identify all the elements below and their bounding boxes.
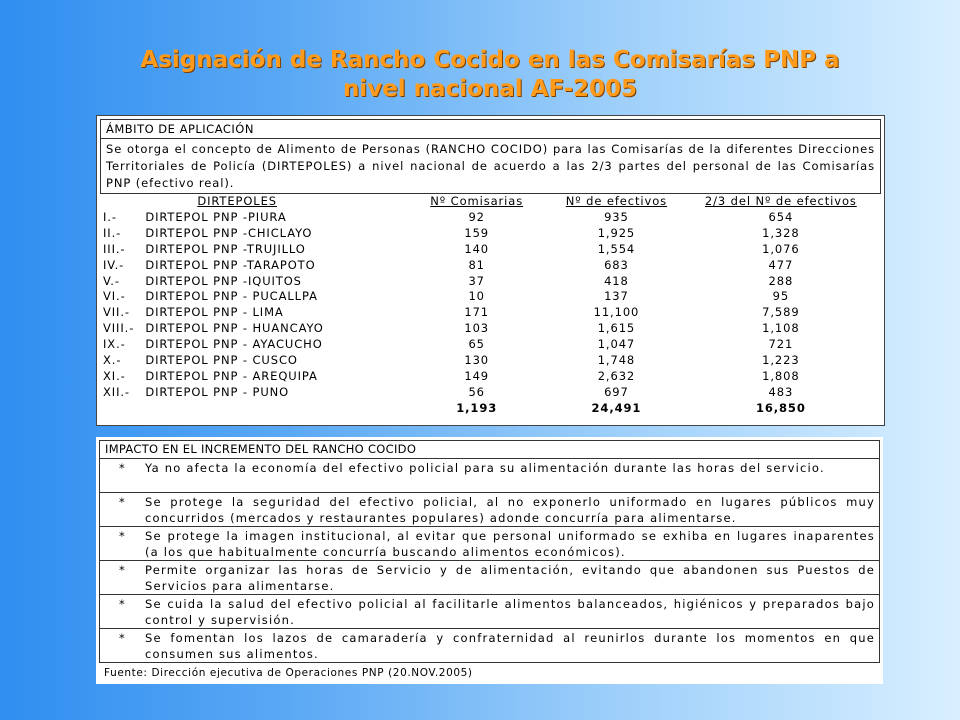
row-efectivos: 697 — [604, 384, 629, 399]
row-efectivos: 1,748 — [597, 353, 636, 368]
total-empty — [103, 401, 145, 417]
col-header-dirtepoles: DIRTEPOLES — [197, 194, 277, 208]
row-comisarias: 10 — [468, 289, 485, 304]
row-dos-tercios: 1,808 — [762, 368, 800, 383]
row-efectivos: 935 — [604, 209, 629, 224]
row-number: II.- — [103, 225, 122, 240]
row-efectivos: 137 — [604, 289, 629, 304]
bullet-asterisk: * — [119, 529, 126, 543]
impacto-item-text: Se protege la seguridad del efectivo policial, al no exponerlo uniformado en lugares públicos muy concurridos (mercados y restaurantes populares) adonde concurría para alimentarse. — [145, 495, 875, 525]
table-row — [103, 258, 875, 274]
row-dos-tercios: 1,108 — [762, 321, 800, 336]
total-empty — [145, 401, 407, 417]
impacto-item-text: Permite organizar las horas de Servicio y de alimentación, evitando que abandonen sus Puestos de Servicios para alimentarse. — [145, 563, 875, 593]
ambito-description: Se otorga el concepto de Alimento de Personas (RANCHO COCIDO) para las Comisarías de la diferentes Direcciones Territoriales de Policía (DIRTEPOLES) a nivel nacional de acuerdo a las 2/3 partes del personal de las Comisarías PNP (efectivo real). — [100, 139, 881, 194]
row-number: XII.- — [103, 384, 130, 399]
row-dos-tercios: 483 — [768, 384, 794, 399]
row-dirtepol-name: DIRTEPOL PNP -CHICLAYO — [145, 225, 313, 240]
table-row — [103, 226, 875, 242]
total-comisarias: 1,193 — [456, 400, 498, 415]
bullet-asterisk: * — [119, 563, 126, 577]
impacto-item — [99, 459, 880, 493]
row-efectivos: 1,615 — [597, 321, 636, 336]
row-number: I.- — [103, 209, 117, 224]
table-row — [103, 321, 875, 337]
impacto-item — [99, 493, 880, 527]
row-number: XI.- — [103, 368, 126, 383]
row-dos-tercios: 288 — [768, 273, 794, 288]
total-efectivos: 24,491 — [591, 400, 642, 415]
col-header-comisarias: Nº Comisarias — [430, 194, 524, 208]
row-efectivos: 1,047 — [597, 337, 636, 352]
impacto-item-text: Se fomentan los lazos de camaradería y confraternidad al reunirlos durante los momentos en que consumen sus alimentos. — [145, 631, 875, 661]
row-efectivos: 683 — [604, 257, 629, 272]
source-footer: Fuente: Dirección ejecutiva de Operaciones PNP (20.NOV.2005) — [96, 664, 883, 684]
row-number: VI.- — [103, 289, 126, 304]
page-title-line2: nivel nacional AF-2005 — [342, 76, 638, 102]
row-dirtepol-name: DIRTEPOL PNP - PUCALLPA — [145, 289, 318, 304]
row-comisarias: 159 — [464, 225, 490, 240]
row-dirtepol-name: DIRTEPOL PNP - AYACUCHO — [145, 337, 323, 352]
row-dos-tercios: 7,589 — [762, 305, 800, 320]
row-dos-tercios: 1,223 — [762, 353, 800, 368]
table-row — [103, 353, 875, 369]
row-dirtepol-name: DIRTEPOL PNP -PIURA — [145, 209, 287, 224]
row-efectivos: 418 — [604, 273, 629, 288]
row-dos-tercios: 477 — [768, 257, 794, 272]
row-number: V.- — [103, 273, 120, 288]
row-dos-tercios: 1,076 — [762, 241, 800, 256]
row-number: III.- — [103, 241, 126, 256]
col-header-dos-tercios: 2/3 del Nº de efectivos — [704, 194, 857, 208]
table-row — [103, 305, 875, 321]
total-dos-tercios: 16,850 — [755, 400, 806, 415]
impacto-item — [99, 629, 880, 663]
row-comisarias: 130 — [464, 353, 490, 368]
row-efectivos: 1,554 — [597, 241, 636, 256]
row-number: IX.- — [103, 337, 126, 352]
row-number: VIII.- — [103, 321, 135, 336]
impacto-item-text: Se protege la imagen institucional, al evitar que personal uniformado se exhiba en lugares inaparentes (a los que habitualmente concurría buscando alimentos económicos). — [145, 529, 875, 559]
impacto-item-text: Ya no afecta la economía del efectivo policial para su alimentación durante las horas del servicio. — [145, 461, 825, 475]
row-dirtepol-name: DIRTEPOL PNP -TARAPOTO — [145, 257, 316, 272]
row-comisarias: 103 — [464, 321, 490, 336]
bullet-asterisk: * — [119, 495, 126, 509]
row-comisarias: 171 — [464, 305, 490, 320]
row-dirtepol-name: DIRTEPOL PNP - HUANCAYO — [145, 321, 324, 336]
col-header-efectivos: Nº de efectivos — [565, 194, 668, 208]
row-comisarias: 65 — [468, 337, 485, 352]
impacto-item — [99, 595, 880, 629]
row-dos-tercios: 721 — [768, 337, 794, 352]
row-number: VII.- — [103, 305, 130, 320]
impacto-header: IMPACTO EN EL INCREMENTO DEL RANCHO COCIDO — [99, 440, 880, 459]
totals-row — [103, 401, 875, 417]
row-number: IV.- — [103, 257, 125, 272]
bullet-asterisk: * — [119, 461, 126, 475]
row-efectivos: 1,925 — [597, 225, 636, 240]
row-dos-tercios: 654 — [768, 209, 794, 224]
row-dirtepol-name: DIRTEPOL PNP - PUNO — [145, 384, 290, 399]
row-dos-tercios: 95 — [772, 289, 790, 304]
impacto-item — [99, 527, 880, 561]
bullet-asterisk: * — [119, 597, 126, 611]
table-header-row — [103, 194, 875, 210]
ambito-header: ÁMBITO DE APLICACIÓN — [100, 119, 881, 139]
row-dirtepol-name: DIRTEPOL PNP - CUSCO — [145, 353, 298, 368]
row-comisarias: 92 — [468, 209, 485, 224]
row-dos-tercios: 1,328 — [762, 225, 800, 240]
row-comisarias: 149 — [464, 368, 490, 383]
table-row — [103, 337, 875, 353]
row-comisarias: 56 — [468, 384, 485, 399]
row-efectivos: 11,100 — [593, 305, 640, 320]
row-dirtepol-name: DIRTEPOL PNP - LIMA — [145, 305, 284, 320]
row-dirtepol-name: DIRTEPOL PNP -TRUJILLO — [145, 241, 306, 256]
row-efectivos: 2,632 — [597, 368, 636, 383]
bullet-asterisk: * — [119, 631, 126, 645]
dirtepoles-table — [103, 194, 875, 417]
ambito-panel — [96, 115, 885, 426]
impacto-item-text: Se cuida la salud del efectivo policial al facilitarle alimentos balanceados, higiénicos y preparados bajo control y supervisión. — [145, 597, 875, 627]
impacto-panel — [96, 437, 883, 664]
table-row — [103, 242, 875, 258]
impacto-item — [99, 561, 880, 595]
table-row — [103, 369, 875, 385]
row-comisarias: 37 — [468, 273, 485, 288]
row-dirtepol-name: DIRTEPOL PNP -IQUITOS — [145, 273, 302, 288]
row-number: X.- — [103, 353, 122, 368]
table-row — [103, 289, 875, 305]
table-row — [103, 210, 875, 226]
table-row — [103, 385, 875, 401]
page-title-line1: Asignación de Rancho Cocido en las Comisarías PNP a — [140, 47, 840, 73]
row-dirtepol-name: DIRTEPOL PNP - AREQUIPA — [145, 368, 318, 383]
row-comisarias: 140 — [464, 241, 490, 256]
row-comisarias: 81 — [468, 257, 485, 272]
table-row — [103, 274, 875, 290]
page-title — [60, 46, 920, 104]
